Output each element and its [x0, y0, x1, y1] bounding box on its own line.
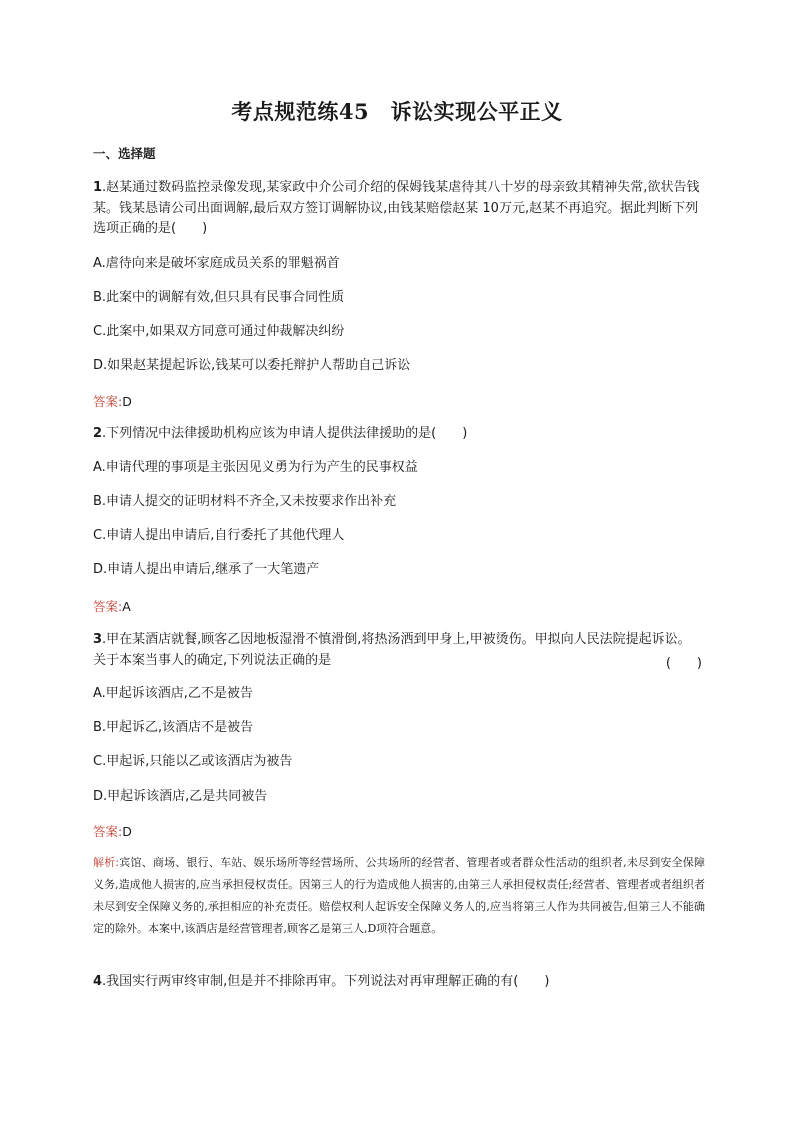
- option-a: A.申请代理的事项是主张因见义勇为行为产生的民事权益: [93, 460, 418, 475]
- answer-label: 答案:: [93, 394, 123, 409]
- question-stem: .甲在某酒店就餐,顾客乙因地板湿滑不慎滑倒,将热汤洒到甲身上,甲被烫伤。甲拟向人民法院提起诉讼。关于本案当事人的确定,下列说法正确的是: [93, 632, 691, 668]
- option-d: D.申请人提出申请后,继承了一大笔遗产: [93, 562, 320, 577]
- answer: [93, 597, 131, 615]
- option-c: C.甲起诉,只能以乙或该酒店为被告: [93, 754, 293, 769]
- option-b: B.甲起诉乙,该酒店不是被告: [93, 720, 254, 735]
- section-heading: 一、选择题: [93, 146, 156, 161]
- question-3: [93, 630, 703, 671]
- answer-value: A: [122, 599, 131, 614]
- answer-label: 答案:: [93, 599, 123, 614]
- option-b: B.此案中的调解有效,但只具有民事合同性质: [93, 290, 345, 305]
- page-title: 考点规范练45 诉讼实现公平正义: [231, 99, 563, 124]
- question-stem: .我国实行两审终审制,但是并不排除再审。下列说法对再审理解正确的有( ): [102, 974, 550, 989]
- option-d: D.甲起诉该酒店,乙是共同被告: [93, 789, 268, 804]
- question-number: 2: [93, 426, 103, 441]
- answer-parentheses: ( ): [665, 656, 702, 671]
- answer-value: D: [122, 824, 132, 839]
- option-d: D.如果赵某提起诉讼,钱某可以委托辩护人帮助自己诉讼: [93, 358, 411, 373]
- question-1: [93, 178, 703, 240]
- question-number: 3: [93, 632, 103, 647]
- option-a: A.甲起诉该酒店,乙不是被告: [93, 686, 253, 701]
- question-number: 4: [93, 974, 103, 989]
- analysis-text: 宾馆、商场、银行、车站、娱乐场所等经营场所、公共场所的经营者、管理者或者群众性活动的组织者,未尽到安全保障义务,造成他人损害的,应当承担侵权责任。因第三人的行为造成他人损害的,由第三人承担侵权责任;经营者、管理者或者组织者未尽到安全保障义务的,承担相应的补充责任。赔偿权利人起诉安全保障义务人的,应当将第三人作为共同被告,但第三人不能确定的除外。本案中,该酒店是经营管理者,顾客乙是第三人,D项符合题意。: [93, 856, 705, 935]
- answer: [93, 822, 132, 840]
- question-number: 1: [93, 180, 103, 195]
- question-stem: .赵某通过数码监控录像发现,某家政中介公司介绍的保姆钱某虐待其八十岁的母亲致其精神失常,欲状告钱某。钱某恳请公司出面调解,最后双方签订调解协议,由钱某赔偿赵某 10万元,赵某不再追究。据此判断下列选项正确的是( ): [93, 180, 700, 236]
- answer-label: 答案:: [93, 824, 123, 839]
- option-c: C.申请人提出申请后,自行委托了其他代理人: [93, 528, 345, 543]
- analysis-label: 解析:: [93, 856, 120, 869]
- question-4: [93, 972, 703, 993]
- question-2: [93, 424, 703, 445]
- question-stem: .下列情况中法律援助机构应该为申请人提供法律援助的是( ): [102, 426, 468, 441]
- option-b: B.申请人提交的证明材料不齐全,又未按要求作出补充: [93, 494, 397, 509]
- analysis: [93, 852, 705, 940]
- answer-value: D: [122, 394, 132, 409]
- option-c: C.此案中,如果双方同意可通过仲裁解决纠纷: [93, 324, 345, 339]
- option-a: A.虐待向来是破坏家庭成员关系的罪魁祸首: [93, 256, 340, 271]
- answer: [93, 392, 132, 410]
